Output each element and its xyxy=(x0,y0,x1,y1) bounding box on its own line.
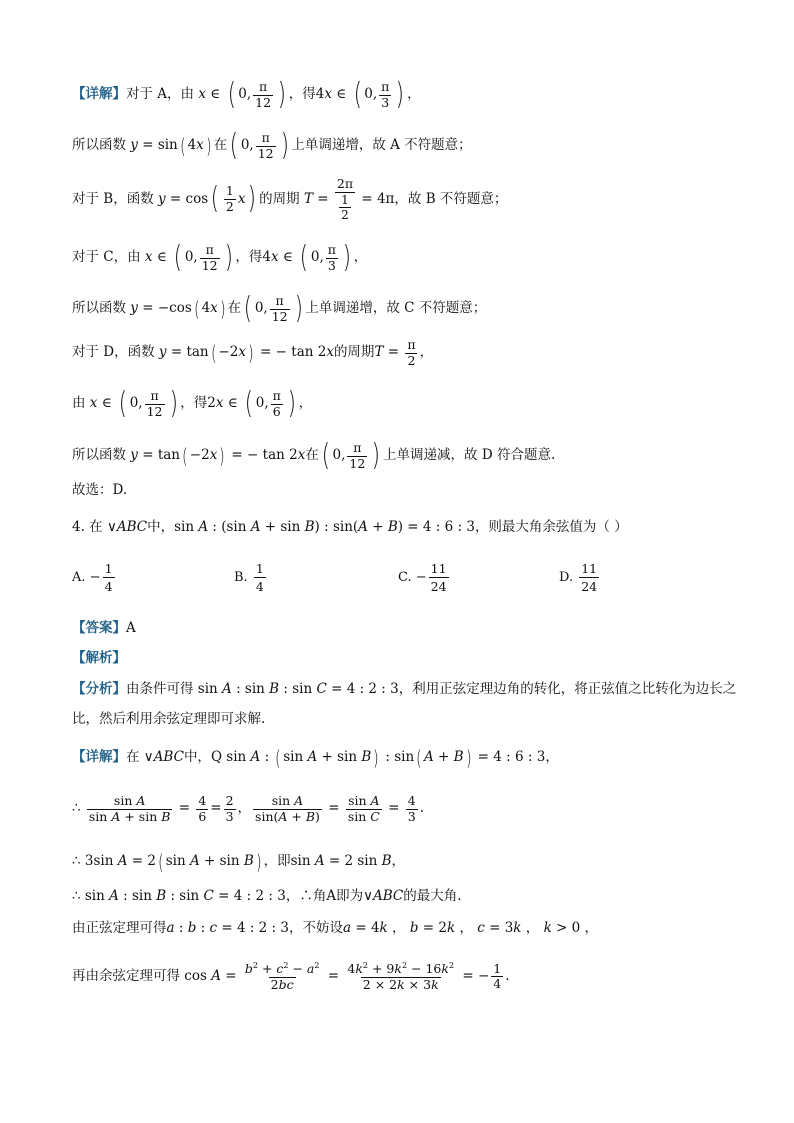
detail-line-c2: 所以函数 y = −cos ( 4 x ) 在 ( 0, $\frac{\pi}{12}$ ) 上单调递增，故 C 不符题意； xyxy=(72,291,487,326)
answer-line: 【答案】 A xyxy=(72,620,136,636)
detail-line-a2: 所以函数 y = sin ( 4 x ) 在 ( 0, $\frac{\pi}{12}$ ) 上单调递增，故 A 不符题意； xyxy=(72,128,472,163)
detail-line-q4-5: 由正弦定理可得 a : b : c = 4 : 2 : 3 ，不妨设 a = 4 k ， b = 2 k ， c = 3 k ， k > 0 ， xyxy=(72,920,599,936)
detail-line-d3: 所以函数 y = tan ( −2 x ) = − tan 2 x 在 ( 0, $\frac{\pi}{12}$ ) 上单调递减，故 D 符合题意. xyxy=(72,438,556,473)
answer-choice-line: 故选：D. xyxy=(72,482,128,498)
option-c[interactable]: C. − $\frac{11}{24}$ xyxy=(398,561,447,594)
detail-line-q4-4: ∴ sin A : sin B : sin C = 4 : 2 : 3 ，∴角A即为 ∨ ABC 的最大角. xyxy=(72,888,462,904)
question-4: 4. 在 ∨ ABC 中， sin A : (sin A + sin B ) : sin( A + B ) = 4 : 6 : 3 ，则最大角余弦值为（ ） xyxy=(72,519,628,535)
analysis-line-2: 比，然后利用余弦定理即可求解. xyxy=(72,711,266,727)
detail-line-q4-6: 再由余弦定理可得 cos A = $\frac{b^2 + c^2 - a^2}{2bc}$ = $\frac{4k^2 + 9k^2 - 16k^2}{2 \times 2k \times 3k}$ = − $\frac{1}{4}$ . xyxy=(72,960,510,992)
options-row xyxy=(72,561,732,601)
detail-tag: 【详解】 xyxy=(72,86,126,103)
option-b[interactable]: B. $\frac{1}{4}$ xyxy=(234,561,264,594)
detail-line-d2: 由 x ∈ ( 0, $\frac{\pi}{12}$ ) ，得 2 x ∈ ( 0, $\frac{\pi}{6}$ ) ， xyxy=(72,386,313,421)
detail-line-q4-3: ∴ 3sin A = 2 ( sin A + sin B ) ，即 sin A = 2 sin B ， xyxy=(72,850,406,874)
analysis-tag-line: 【解析】 xyxy=(72,650,126,666)
detail-line-q4-1: 【详解】 在 ∨ ABC 中， Q sin A : ( sin A + sin B ) : sin ( A + B ) = 4 : 6 : 3 ， xyxy=(72,746,559,770)
detail-line-c1: 对于 C，由 x ∈ ( 0, $\frac{\pi}{12}$ ) ，得 4 x ∈ ( 0, $\frac{\pi}{3}$ ) ， xyxy=(72,240,368,275)
option-a[interactable]: A. − $\frac{1}{4}$ xyxy=(72,561,113,594)
detail-line-q4-2: ∴ $\frac{\text{sin A}}{\text{sin A + sin B}}$ = $\frac{4}{6}$ = $\frac{2}{3}$ ， $\frac{\text{sin A}}{\sin(A + B)}$ = $\frac{\text{sin A}}{\text{sin C}}$ = $\frac{4}{3}$ . xyxy=(72,793,424,824)
detail-line-b: 对于 B，函数 y = cos ( $\frac{1}{2}$ x ) 的周期 T = $\frac{2\pi}{\frac{1}{2}}$ = 4π ，故 B 不符题意； xyxy=(72,176,508,222)
detail-line-a1: 【详解】 对于 A，由 x ∈ ( 0, $\frac{\pi}{12}$ ) ，得 4 x ∈ ( 0, $\frac{\pi}{3}$ ) ， xyxy=(72,77,421,112)
detail-line-d1: 对于 D，函数 y = tan ( −2 x ) = − tan 2 x 的周期 T = $\frac{\pi}{2}$ ， xyxy=(72,337,434,368)
option-d[interactable]: D. $\frac{11}{24}$ xyxy=(559,561,598,594)
analysis-line-1: 【分析】 由条件可得 sin A : sin B : sin C = 4 : 2 : 3 ，利用正弦定理边角的转化，将正弦值之比转化为边长之 xyxy=(72,681,737,697)
